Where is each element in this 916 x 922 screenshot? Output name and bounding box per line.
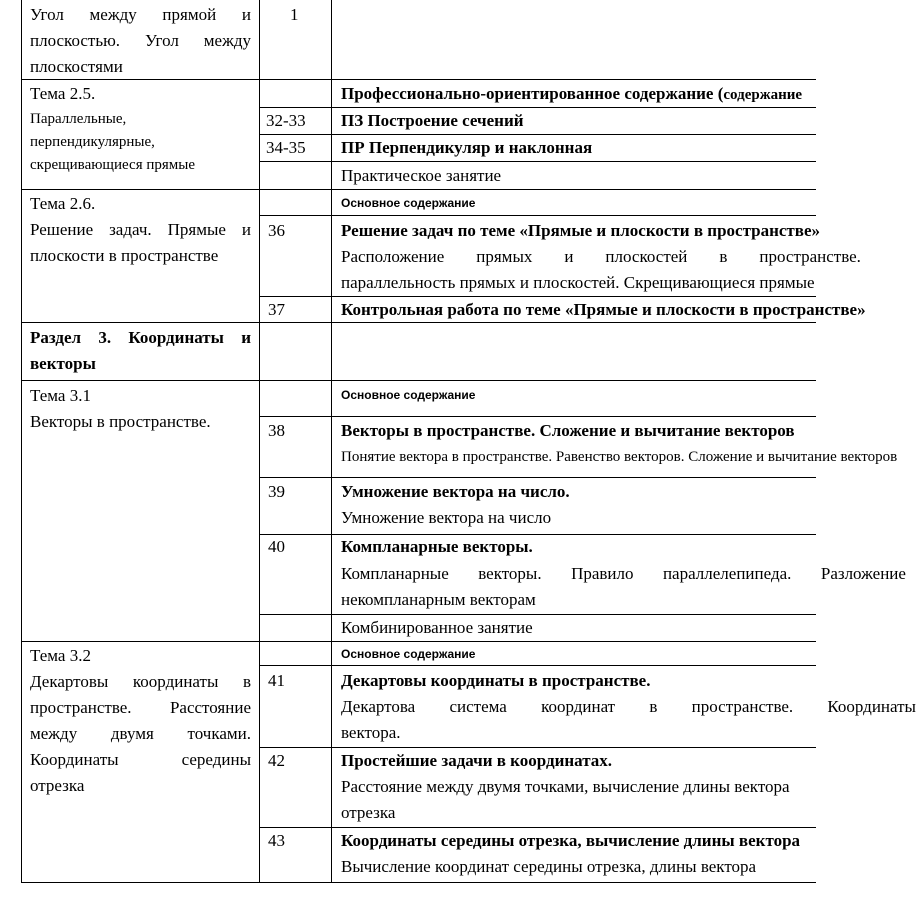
lesson-title: ПР Перпендикуляр и наклонная	[341, 138, 593, 157]
lesson-type: Комбинированное занятие	[341, 618, 533, 637]
row-divider	[21, 79, 816, 80]
row-divider	[259, 747, 816, 748]
lesson-description: Понятие вектора в пространстве. Равенство векторов. Сложение и вычитание векторов	[341, 449, 898, 465]
lesson-title: Контрольная работа по теме «Прямые и плоскости в пространстве»	[341, 300, 866, 319]
row-divider	[259, 134, 816, 135]
topic-cell-line: плоскости в пространстве	[30, 246, 219, 265]
topic-title: Тема 2.5.	[30, 84, 96, 103]
lesson-description: Компланарные векторы. Правило параллелепипеда. Разложение	[341, 564, 906, 583]
row-divider	[259, 827, 816, 828]
row-divider	[21, 189, 816, 190]
lesson-title: ПЗ Построение сечений	[341, 111, 524, 130]
lesson-description: некомпланарным векторам	[341, 590, 536, 609]
lesson-description: Расположение прямых и плоскостей в пространстве.	[341, 247, 861, 266]
topic-subtitle: перпендикулярные,	[30, 134, 155, 150]
section-header: Профессионально-ориентированное содержание (содержание	[341, 84, 803, 103]
lesson-title: Декартовы координаты в пространстве.	[341, 671, 651, 690]
content-header: Основное содержание	[341, 647, 476, 661]
lesson-title: Решение задач по теме «Прямые и плоскости в пространстве»	[341, 221, 821, 240]
topic-cell-line: Декартовы координаты в	[30, 672, 251, 691]
topic-subtitle: скрещивающиеся прямые	[30, 157, 195, 173]
section-title: Раздел 3. Координаты и	[30, 328, 251, 347]
lesson-description: Расстояние между двумя точками, вычисление длины вектора	[341, 777, 790, 796]
lesson-number: 36	[268, 221, 285, 240]
topic-subtitle: Векторы в пространстве.	[30, 412, 211, 431]
topic-title: Тема 2.6.	[30, 194, 96, 213]
row-divider	[259, 534, 816, 535]
lesson-number: 37	[268, 300, 285, 319]
hours-cell: 1	[290, 5, 299, 24]
lesson-description: вектора.	[341, 723, 401, 742]
topic-cell-line: Координаты середины	[30, 750, 251, 769]
row-divider	[259, 614, 816, 615]
lesson-title: Координаты середины отрезка, вычисление длины вектора	[341, 831, 801, 850]
row-divider	[259, 477, 816, 478]
lesson-number: 43	[268, 831, 285, 850]
column-divider-topic	[259, 0, 260, 883]
table-left-border	[21, 0, 22, 883]
lesson-description: Умножение вектора на число	[341, 508, 552, 527]
lesson-description: отрезка	[341, 803, 396, 822]
lesson-number: 41	[268, 671, 285, 690]
row-divider	[259, 665, 816, 666]
row-divider	[21, 380, 816, 381]
content-header: Основное содержание	[341, 196, 476, 210]
row-divider	[259, 296, 816, 297]
row-divider	[21, 641, 816, 642]
topic-title: Тема 3.1	[30, 386, 91, 405]
topic-cell-line: отрезка	[30, 776, 85, 795]
content-header: Основное содержание	[341, 388, 476, 402]
lesson-description: Декартова система координат в пространстве. Координаты	[341, 697, 916, 716]
topic-cell-line: плоскостями	[30, 57, 123, 76]
row-divider	[259, 161, 816, 162]
lesson-number: 40	[268, 537, 285, 556]
lesson-number: 42	[268, 751, 285, 770]
lesson-description: Вычисление координат середины отрезка, длины вектора	[341, 857, 757, 876]
lesson-number: 34-35	[266, 138, 306, 157]
row-divider	[21, 322, 816, 323]
topic-cell-line: Угол между прямой и	[30, 5, 251, 24]
row-divider	[259, 416, 816, 417]
lesson-type: Практическое занятие	[341, 166, 502, 185]
lesson-title: Простейшие задачи в координатах.	[341, 751, 613, 770]
topic-cell-line: Решение задач. Прямые и	[30, 220, 251, 239]
topic-cell-line: пространстве. Расстояние	[30, 698, 251, 717]
topic-cell-line: между двумя точками.	[30, 724, 251, 743]
column-divider-number	[331, 0, 332, 883]
lesson-number: 32-33	[266, 111, 306, 130]
topic-title: Тема 3.2	[30, 646, 91, 665]
lesson-description: параллельность прямых и плоскостей. Скрещивающиеся прямые	[341, 273, 815, 292]
topic-cell-line: плоскостью. Угол между	[30, 31, 251, 50]
lesson-title: Компланарные векторы.	[341, 537, 533, 556]
section-title: векторы	[30, 354, 96, 373]
lesson-title: Умножение вектора на число.	[341, 482, 570, 501]
row-divider	[259, 107, 816, 108]
table-bottom-border	[21, 882, 816, 883]
topic-subtitle: Параллельные,	[30, 111, 127, 127]
lesson-title: Векторы в пространстве. Сложение и вычитание векторов	[341, 421, 795, 440]
row-divider	[259, 215, 816, 216]
lesson-number: 38	[268, 421, 285, 440]
lesson-number: 39	[268, 482, 285, 501]
